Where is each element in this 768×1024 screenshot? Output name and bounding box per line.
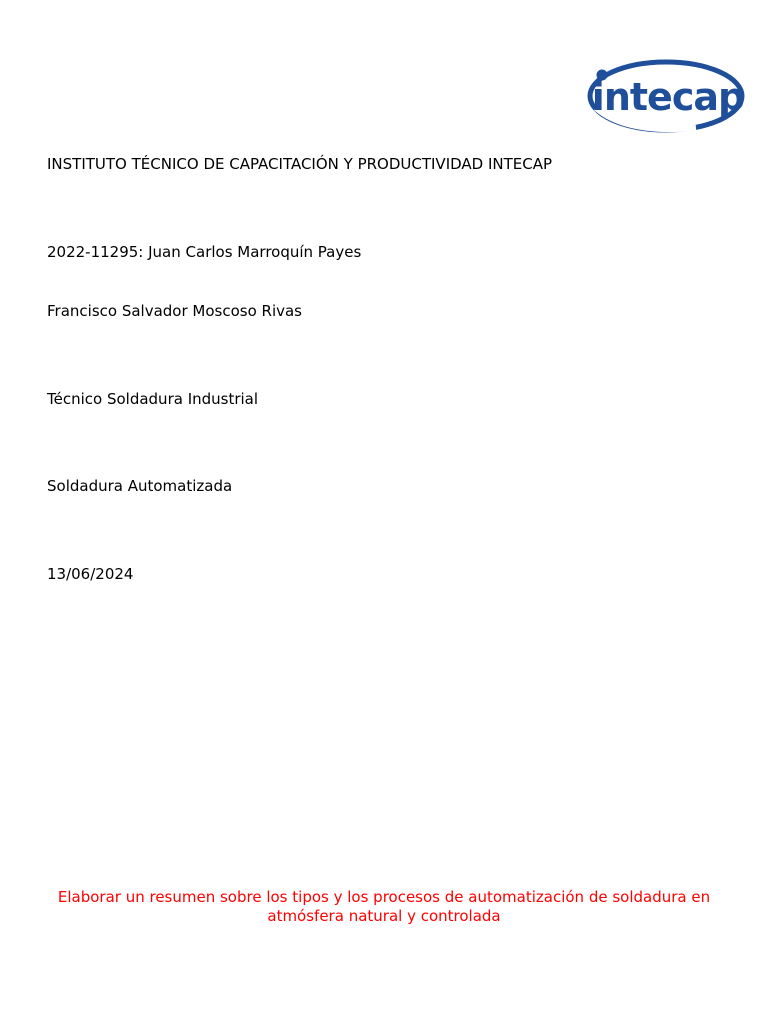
document-date: 13/06/2024 [47,565,134,583]
institute-name: INSTITUTO TÉCNICO DE CAPACITACIÓN Y PRODUCTIVIDAD INTECAP [47,155,553,173]
career-name: Técnico Soldadura Industrial [47,390,259,408]
student-name: 2022-11295: Juan Carlos Marroquín Payes [47,243,362,261]
svg-text:intecap: intecap [591,75,745,119]
assignment-text: Elaborar un resumen sobre los tipos y los procesos de automatización de soldadura en atmósfera natural y controlada [57,888,711,925]
teacher-name: Francisco Salvador Moscoso Rivas [47,302,302,320]
intecap-logo-icon [586,58,746,136]
intecap-logo [586,58,746,136]
course-name: Soldadura Automatizada [47,477,233,495]
